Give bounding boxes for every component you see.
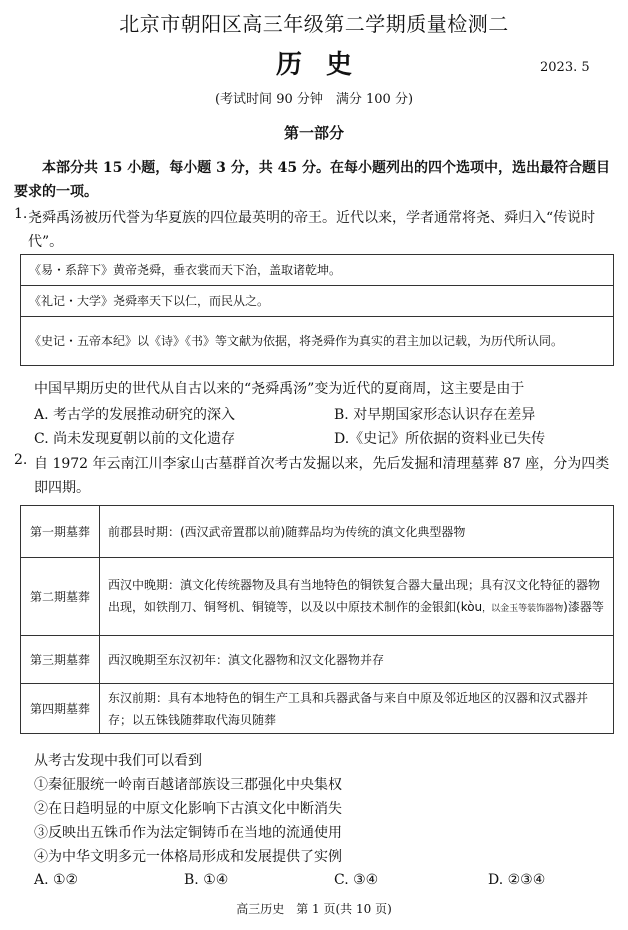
statement-2: ②在日趋明显的中原文化影响下古滇文化中断消失: [34, 801, 342, 817]
exam-title: 北京市朝阳区高三年级第二学期质量检测二: [119, 12, 509, 36]
option-b[interactable]: B. ①④: [184, 872, 229, 888]
table-row: [21, 286, 614, 317]
period-description: 西汉晚期至东汉初年：滇文化器物和汉文化器物并存: [100, 636, 614, 684]
page-footer: 高三历史 第 1 页(共 10 页): [236, 902, 392, 916]
table-row: [21, 506, 614, 558]
table-row: [21, 558, 614, 636]
pinyin-note: kòu: [460, 599, 483, 614]
statement-1: ①秦征服统一岭南百越诸部族设三郡强化中央集权: [34, 777, 342, 793]
period-description: 东汉前期：具有本地特色的铜生产工具和兵器武备与来自中原及邻近地区的汉器和汉式器并存；以五铢钱随葬取代海贝随葬: [100, 684, 614, 734]
period-description: 前郡县时期：(西汉武帝置郡以前)随葬品均为传统的滇文化典型器物: [100, 506, 614, 558]
period-label: 第一期墓葬: [21, 506, 100, 558]
description-text: 西汉中晚期：滇文化传统器物及具有当地特色的铜铁复合器大量出现；具有汉文化特征的器物出现，如铁削刀、铜弩机、铜镜等，以及以中原技术制作的金银釦(: [108, 577, 601, 614]
period-label: 第二期墓葬: [21, 558, 100, 636]
question-stem: 中国早期历史的世代从自古以来的“尧舜禹汤”变为近代的夏商周，这主要是由于: [34, 381, 525, 397]
option-b[interactable]: B. 对早期国家形态认识存在差异: [334, 407, 536, 423]
table-row: [21, 684, 614, 734]
table-row: [21, 636, 614, 684]
exam-time-info: (考试时间 90 分钟 满分 100 分): [214, 92, 414, 107]
period-label: 第四期墓葬: [21, 684, 100, 734]
option-a[interactable]: A. 考古学的发展推动研究的深入: [34, 407, 236, 423]
option-d[interactable]: D.《史记》所依据的资料业已失传: [334, 431, 546, 447]
option-a[interactable]: A. ①②: [34, 872, 79, 888]
material-cell: 《礼记・大学》尧舜率天下以仁，而民从之。: [21, 286, 614, 317]
question-number: 1.: [14, 206, 28, 222]
material-cell: 《史记・五帝本纪》以《诗》《书》等文献为依据，将尧舜作为真实的君主加以记载，为历代所认同。: [21, 317, 614, 366]
table-row: [21, 255, 614, 286]
option-d[interactable]: D. ②③④: [488, 872, 546, 888]
option-c[interactable]: C. 尚未发现夏朝以前的文化遗存: [34, 431, 236, 447]
period-label: 第三期墓葬: [21, 636, 100, 684]
subject-title: 历史: [275, 50, 376, 80]
statement-3: ③反映出五铢币作为法定铜铸币在当地的流通使用: [34, 825, 342, 841]
part-title: 第一部分: [283, 124, 344, 142]
table-row: [21, 317, 614, 366]
exam-date: 2023. 5: [540, 60, 590, 75]
material-cell: 《易・系辞下》黄帝尧舜，垂衣裳而天下治，盖取诸乾坤。: [21, 255, 614, 286]
question-text: 自 1972 年云南江川李家山古墓群首次考古发掘以来，先后发掘和清理墓葬 87 座，分为四类即四期。: [34, 456, 610, 496]
option-c[interactable]: C. ③④: [334, 872, 379, 888]
question-number: 2.: [14, 452, 28, 468]
tomb-period-table: [20, 505, 614, 734]
gloss-note: ，以金玉等装饰器物: [482, 603, 564, 614]
description-text: )漆器等: [563, 599, 604, 614]
period-description: [100, 558, 614, 636]
statement-4: ④为中华文明多元一体格局形成和发展提供了实例: [34, 849, 342, 865]
question-stem: 从考古发现中我们可以看到: [34, 753, 202, 769]
material-table: [20, 254, 614, 366]
part-instructions: 本部分共 15 小题，每小题 3 分，共 45 分。在每小题列出的四个选项中，选出最符合题目要求的一项。: [14, 160, 610, 200]
question-text: 尧舜禹汤被历代誉为华夏族的四位最英明的帝王。近代以来，学者通常将尧、舜归入“传说时代”。: [28, 210, 596, 250]
